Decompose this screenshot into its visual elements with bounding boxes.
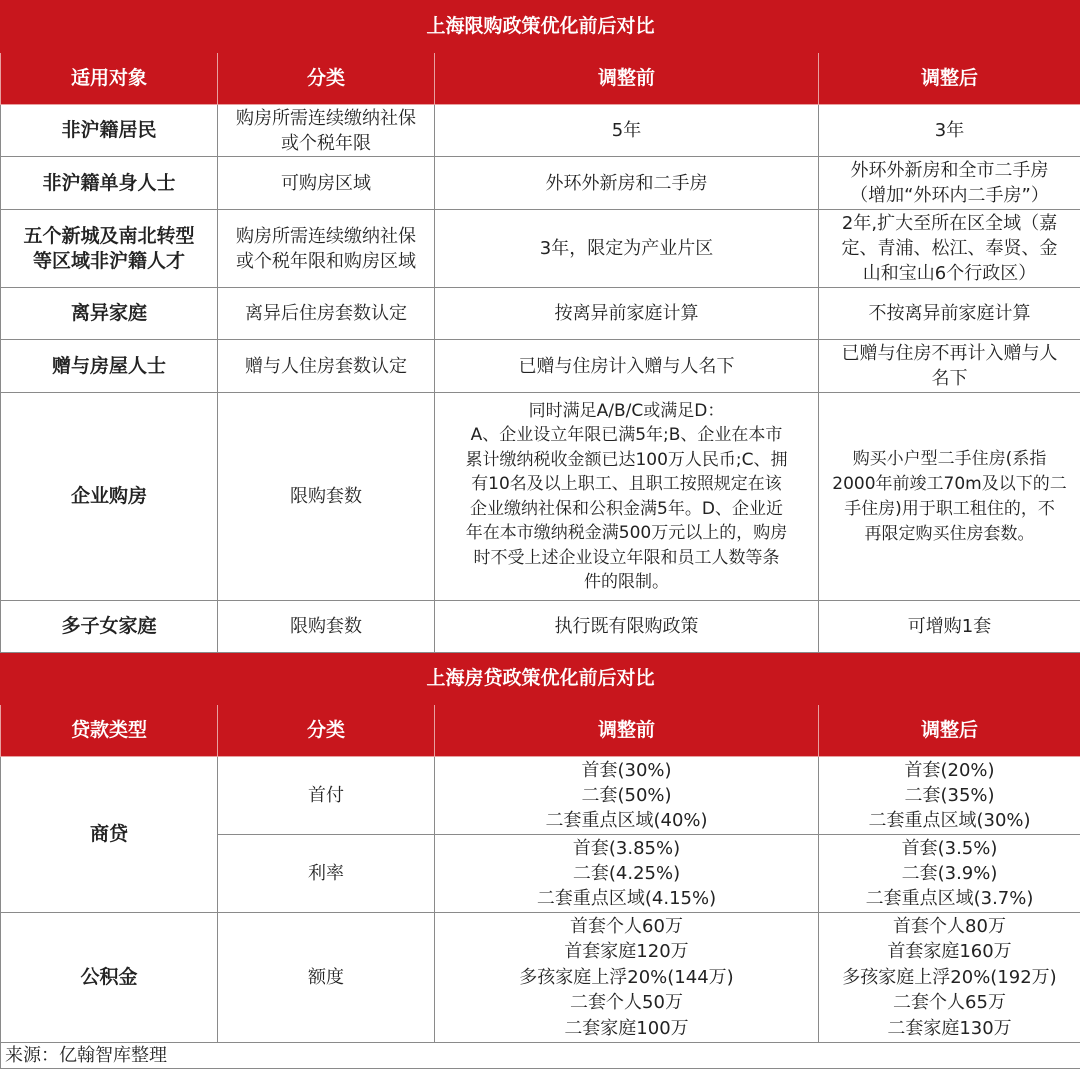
row-target: 多子女家庭 bbox=[1, 601, 218, 653]
row-target: 企业购房 bbox=[1, 393, 218, 601]
header-loan-type: 贷款类型 bbox=[1, 705, 218, 757]
loan-table-header-row bbox=[1, 705, 1080, 757]
header-category: 分类 bbox=[218, 705, 435, 757]
row-after: 2年,扩大至所在区全域（嘉 定、青浦、松江、奉贤、金 山和宝山6个行政区） bbox=[819, 210, 1080, 288]
table-row bbox=[1, 757, 1080, 835]
row-before: 同时满足A/B/C或满足D： A、企业设立年限已满5年;B、企业在本市 累计缴纳税收金额已达100万人民币;C、拥 有10名及以上职工、且职工按照规定在该 企业缴纳社保和公积金满5年。D、企业近 年在本市缴纳税金满500万元以上的，购房 时不受上述企业设立年限和员工人数等条 件的限制。 bbox=[435, 393, 819, 601]
header-after: 调整后 bbox=[819, 705, 1080, 757]
row-category: 购房所需连续缴纳社保 或个税年限 bbox=[218, 105, 435, 157]
purchase-table-title: 上海限购政策优化前后对比 bbox=[1, 1, 1080, 53]
loan-type: 公积金 bbox=[1, 913, 218, 1043]
row-target: 赠与房屋人士 bbox=[1, 340, 218, 393]
row-after: 可增购1套 bbox=[819, 601, 1080, 653]
row-after: 不按离异前家庭计算 bbox=[819, 288, 1080, 340]
row-category: 额度 bbox=[218, 913, 435, 1043]
row-before: 5年 bbox=[435, 105, 819, 157]
row-before: 首套(3.85%) 二套(4.25%) 二套重点区域(4.15%) bbox=[435, 835, 819, 913]
row-category: 购房所需连续缴纳社保 或个税年限和购房区域 bbox=[218, 210, 435, 288]
header-before: 调整前 bbox=[435, 53, 819, 105]
row-after: 购买小户型二手住房(系指 2000年前竣工70m及以下的二 手住房)用于职工租住的，不 再限定购买住房套数。 bbox=[819, 393, 1080, 601]
row-category: 首付 bbox=[218, 757, 435, 835]
table-row bbox=[1, 393, 1080, 601]
source-row bbox=[1, 1043, 1080, 1069]
row-before: 3年，限定为产业片区 bbox=[435, 210, 819, 288]
header-before: 调整前 bbox=[435, 705, 819, 757]
row-category: 利率 bbox=[218, 835, 435, 913]
row-after: 外环外新房和全市二手房 （增加“外环内二手房”） bbox=[819, 157, 1080, 210]
row-category: 限购套数 bbox=[218, 393, 435, 601]
row-after: 首套(20%) 二套(35%) 二套重点区域(30%) bbox=[819, 757, 1080, 835]
row-before: 已赠与住房计入赠与人名下 bbox=[435, 340, 819, 393]
table-row bbox=[1, 601, 1080, 653]
table-row bbox=[1, 157, 1080, 210]
table-row bbox=[1, 288, 1080, 340]
header-category: 分类 bbox=[218, 53, 435, 105]
row-before: 外环外新房和二手房 bbox=[435, 157, 819, 210]
row-category: 限购套数 bbox=[218, 601, 435, 653]
row-after: 已赠与住房不再计入赠与人 名下 bbox=[819, 340, 1080, 393]
row-after: 首套(3.5%) 二套(3.9%) 二套重点区域(3.7%) bbox=[819, 835, 1080, 913]
row-before: 首套个人60万 首套家庭120万 多孩家庭上浮20%(144万) 二套个人50万 二套家庭100万 bbox=[435, 913, 819, 1043]
row-before: 执行既有限购政策 bbox=[435, 601, 819, 653]
source-note: 来源：亿翰智库整理 bbox=[1, 1043, 1080, 1069]
table-row bbox=[1, 340, 1080, 393]
table-row bbox=[1, 105, 1080, 157]
row-after: 3年 bbox=[819, 105, 1080, 157]
purchase-table-header-row bbox=[1, 53, 1080, 105]
row-before: 按离异前家庭计算 bbox=[435, 288, 819, 340]
table-row bbox=[1, 210, 1080, 288]
row-target: 非沪籍居民 bbox=[1, 105, 218, 157]
row-target: 离异家庭 bbox=[1, 288, 218, 340]
table-row bbox=[1, 913, 1080, 1043]
row-category: 离异后住房套数认定 bbox=[218, 288, 435, 340]
loan-type: 商贷 bbox=[1, 757, 218, 913]
row-category: 赠与人住房套数认定 bbox=[218, 340, 435, 393]
loan-table-title-row bbox=[1, 653, 1080, 705]
header-after: 调整后 bbox=[819, 53, 1080, 105]
row-category: 可购房区域 bbox=[218, 157, 435, 210]
row-target: 五个新城及南北转型 等区域非沪籍人才 bbox=[1, 210, 218, 288]
row-after: 首套个人80万 首套家庭160万 多孩家庭上浮20%(192万) 二套个人65万 二套家庭130万 bbox=[819, 913, 1080, 1043]
loan-table-title: 上海房贷政策优化前后对比 bbox=[1, 653, 1080, 705]
header-target: 适用对象 bbox=[1, 53, 218, 105]
row-target: 非沪籍单身人士 bbox=[1, 157, 218, 210]
row-before: 首套(30%) 二套(50%) 二套重点区域(40%) bbox=[435, 757, 819, 835]
purchase-table-title-row bbox=[1, 1, 1080, 53]
